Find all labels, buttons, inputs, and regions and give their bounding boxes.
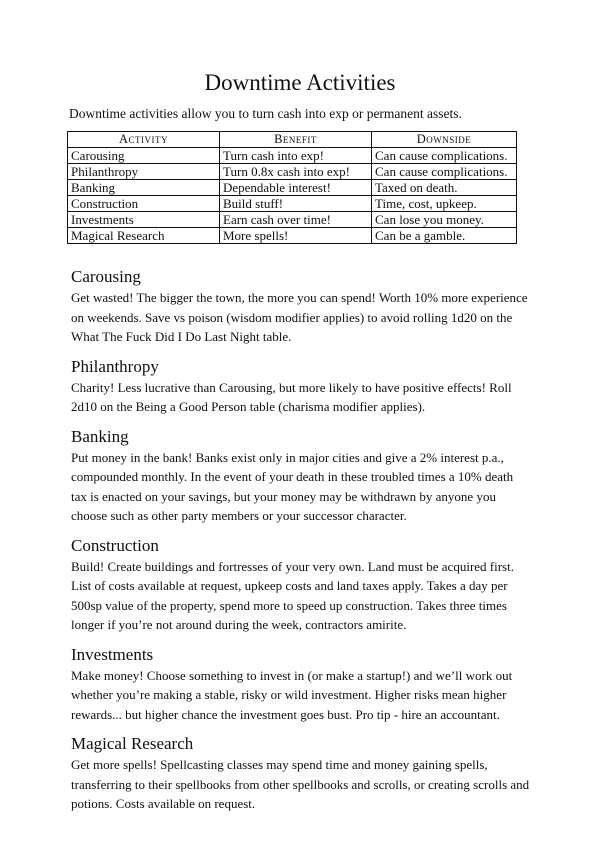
table-cell: Magical Research <box>68 228 220 244</box>
table-cell: More spells! <box>220 228 372 244</box>
activities-table <box>67 131 517 244</box>
table-cell: Carousing <box>68 148 220 164</box>
section-body: Make money! Choose something to invest in (or make a startup!) and we’ll work out whether you’re making a stable, risky or wild investment. Higher risks mean higher rewards... but higher chance the investment goes bust. Pro tip - hire an accountant. <box>71 667 513 722</box>
table-row <box>68 196 517 212</box>
table-header-row <box>68 132 517 148</box>
table-cell: Build stuff! <box>220 196 372 212</box>
section-body: Get more spells! Spellcasting classes may spend time and money gaining spells, transferring to their spellbooks from other spellbooks and scrolls, or creating scrolls and potions. Costs available on request. <box>71 757 530 811</box>
section-heading: Magical Research <box>71 734 194 753</box>
table-row <box>68 148 517 164</box>
section-heading: Banking <box>71 426 129 446</box>
table-cell: Taxed on death. <box>372 180 517 196</box>
section-philanthropy <box>71 356 531 417</box>
table-cell: Dependable interest! <box>220 180 372 196</box>
table-cell: Construction <box>68 196 220 212</box>
section-investments <box>71 644 531 725</box>
table-cell: Can be a gamble. <box>372 228 517 244</box>
table-cell: Time, cost, upkeep. <box>372 196 517 212</box>
column-header-downside: Downside <box>372 132 517 148</box>
intro-paragraph: Downtime activities allow you to turn cash into exp or permanent assets. <box>69 106 462 121</box>
table-cell: Can cause complications. <box>372 148 517 164</box>
section-banking <box>71 426 531 526</box>
table-cell: Investments <box>68 212 220 228</box>
table-cell: Earn cash over time! <box>220 212 372 228</box>
section-body: Build! Create buildings and fortresses of your very own. Land must be acquired first. List of costs available at request, upkeep costs and land taxes apply. Takes a day per 500sp value of the property, spend more to speed up construction. Takes three times longer if you’re not around during the week, contractors amirite. <box>71 558 514 632</box>
activity-sections <box>71 266 531 823</box>
table-cell: Can lose you money. <box>372 212 517 228</box>
section-magical-research <box>71 733 531 814</box>
table-cell: Turn cash into exp! <box>220 148 372 164</box>
table-cell: Banking <box>68 180 220 196</box>
section-heading: Construction <box>71 535 159 555</box>
table-row <box>68 228 517 244</box>
section-heading: Philanthropy <box>71 356 159 376</box>
section-body: Put money in the bank! Banks exist only in major cities and give a 2% interest p.a., compounded monthly. In the event of your death in these troubled times a 10% death tax is enacted on your savings, but your money may be withdrawn by anyone you choose such as other party members or your successor character. <box>71 449 514 523</box>
table-cell: Philanthropy <box>68 164 220 180</box>
table-row <box>68 164 517 180</box>
section-carousing <box>71 266 531 347</box>
table-row <box>68 212 517 228</box>
section-body: Get wasted! The bigger the town, the more you can spend! Worth 10% more experience on weekends. Save vs poison (wisdom modifier applies) to avoid rolling 1d20 on the What The Fuck Did I Do Last Night table. <box>71 290 528 344</box>
table-cell: Turn 0.8x cash into exp! <box>220 164 372 180</box>
column-header-activity: Activity <box>68 132 220 148</box>
table-row <box>68 180 517 196</box>
table-cell: Can cause complications. <box>372 164 517 180</box>
section-heading: Investments <box>71 644 154 664</box>
column-header-benefit: Benefit <box>220 132 372 148</box>
section-heading: Carousing <box>71 267 141 286</box>
page-title: Downtime Activities <box>204 70 396 95</box>
section-body: Charity! Less lucrative than Carousing, but more likely to have positive effects! Roll 2d10 on the Being a Good Person table (charisma modifier applies). <box>71 379 512 414</box>
section-construction <box>71 535 531 635</box>
